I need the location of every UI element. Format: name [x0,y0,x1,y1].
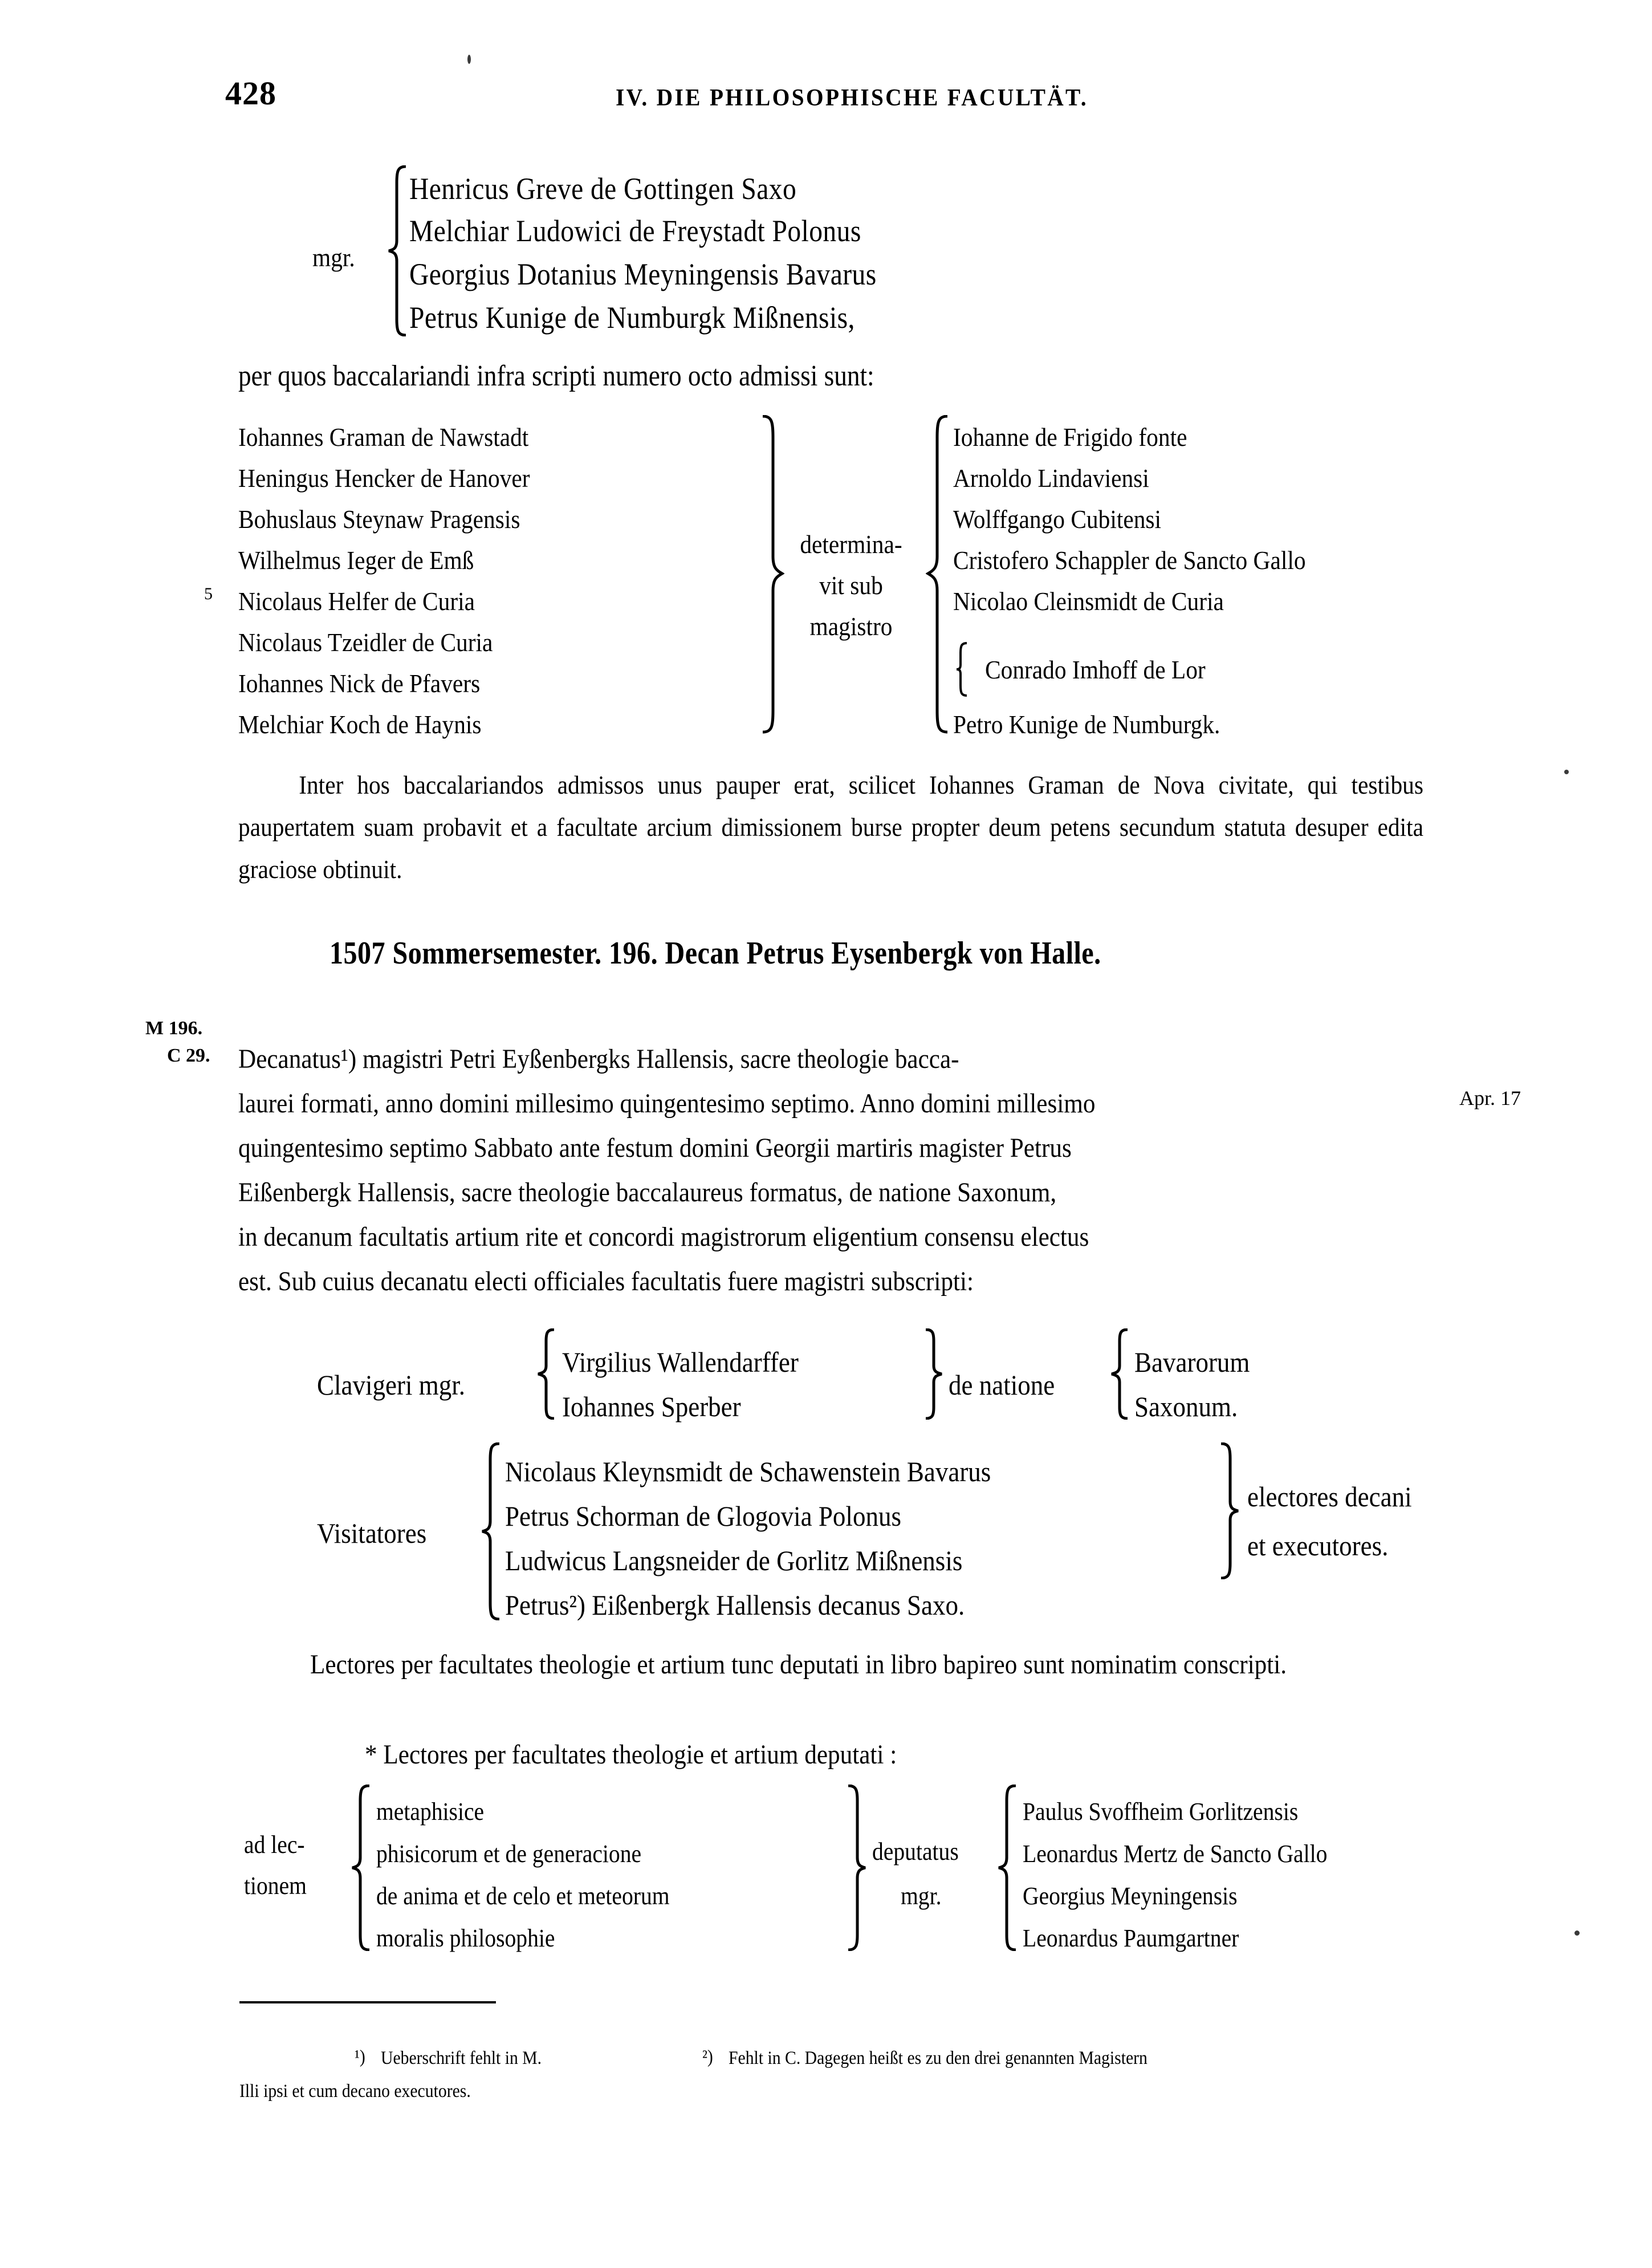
footnote-rule [239,2001,496,2003]
footnote-continuation: Illi ipsi et cum decano executores. [239,2081,471,2102]
clavigeri-nation-0: Bavarorum [1134,1346,1250,1378]
brace-natione [1109,1328,1131,1420]
visitatores-right-1: et executores. [1247,1530,1389,1562]
running-head: IV. DIE PHILOSOPHISCHE FACULTÄT. [616,85,1088,111]
visitatores-name-0: Nicolaus Kleynsmidt de Schawenstein Bavarus [505,1456,991,1487]
lectio-subject-3: moralis philosophie [376,1924,555,1952]
ad-lectionem-label-1: tionem [244,1872,307,1900]
bacc-right-2: Wolffgango Cubitensi [953,505,1162,534]
brace-lectors [996,1785,1019,1951]
determinavit-line-1: vit sub [819,571,883,600]
scan-speck [1574,1930,1580,1936]
clavigeri-label: Clavigeri mgr. [317,1369,465,1401]
margin-note-m: M 196. [145,1018,203,1039]
brace-lectiones [350,1785,373,1951]
mgr-name-2: Georgius Dotanius Meyningensis Bavarus [409,257,877,291]
determinavit-line-0: determina- [800,530,902,559]
paragraph-inter-hos: Inter hos baccalariandos admissos unus pauper erat, scilicet Iohannes Graman de Nova civitate, qui testibus paupertatem suam probavit et a facultate arcium dimissionem burse propter deum petens secundum statuta desuper edita graciose obtinuit. [238,770,1424,884]
section-heading: 1507 Sommersemester. 196. Decan Petrus Eysenbergk von Halle. [329,936,1101,971]
deputatus-label-0: deputatus [872,1838,959,1865]
bacc-right-3: Cristofero Schappler de Sancto Gallo [953,546,1306,575]
brace-mgr [386,165,409,336]
bacc-left-2: Bohuslaus Steynaw Pragensis [238,505,520,534]
bacc-left-0: Iohannes Graman de Nawstadt [238,422,529,452]
scan-speck [1564,770,1569,774]
visitatores-label: Visitatores [317,1517,427,1549]
clavigeri-connector: de natione [949,1369,1055,1401]
bacc-left-4: Nicolaus Helfer de Curia [238,587,475,616]
margin-note-date: Apr. 17 [1459,1087,1521,1109]
brace-visitatores [480,1442,503,1620]
visitatores-name-2: Ludwicus Langsneider de Gorlitz Mißnensis [505,1544,963,1576]
clavigeri-nation-1: Saxonum. [1134,1391,1238,1422]
brace-clavigeri [536,1328,558,1420]
lectores-heading: * Lectores per facultates theologie et artium deputati : [365,1739,897,1770]
brace-conrado-small [955,642,970,697]
decanatus-line-3: Eißenbergk Hallensis, sacre theologie baccalaureus formatus, de natione Saxonum, [238,1177,1057,1208]
visitatores-name-1: Petrus Schorman de Glogovia Polonus [505,1500,901,1532]
decanatus-line-5: est. Sub cuius decanatu electi officiales facultatis fuere magistri subscripti: [238,1266,974,1296]
decanatus-line-0: Decanatus¹) magistri Petri Eyßenbergks Hallensis, sacre theologie bacca- [238,1044,959,1074]
deputatus-label-1: mgr. [901,1882,942,1910]
mgr-name-1: Melchiar Ludowici de Freystadt Polonus [409,214,861,248]
bacc-right-last: Petro Kunige de Numburgk. [953,710,1220,739]
bacc-right-conrado: Conrado Imhoff de Lor [985,655,1206,684]
footnote-2-text: Fehlt in C. Dagegen heißt es zu den drei genannten Magistern [729,2048,1148,2068]
line-number-marker: 5 [204,584,213,603]
brace-deputatus [845,1785,868,1951]
visitatores-name-3: Petrus²) Eißenbergk Hallensis decanus Saxo. [505,1589,965,1621]
lectio-subject-2: de anima et de celo et meteorum [376,1882,670,1910]
bacc-left-7: Melchiar Koch de Haynis [238,710,482,739]
visitatores-right-0: electores decani [1247,1481,1412,1513]
decanatus-line-2: quingentesimo septimo Sabbato ante festum domini Georgii martiris magister Petrus [238,1133,1072,1163]
lector-3: Leonardus Paumgartner [1023,1924,1239,1952]
bacc-right-4: Nicolao Cleinsmidt de Curia [953,587,1224,616]
lector-1: Leonardus Mertz de Sancto Gallo [1023,1840,1328,1868]
lectio-subject-1: phisicorum et de generacione [376,1840,642,1868]
lectio-subject-0: metaphisice [376,1798,485,1826]
mgr-name-0: Henricus Greve de Gottingen Saxo [409,172,797,206]
brace-clavigeri-close [922,1328,944,1420]
page-number: 428 [225,75,276,112]
bacc-left-5: Nicolaus Tzeidler de Curia [238,628,493,657]
decanatus-line-1: laurei formati, anno domini millesimo quingentesimo septimo. Anno domini millesimo [238,1088,1096,1119]
bacc-right-0: Iohanne de Frigido fonte [953,422,1187,452]
footnote-2-marker: ²) [702,2047,713,2067]
clavigeri-name-1: Iohannes Sperber [562,1391,741,1422]
ad-lectionem-label-0: ad lec- [244,1831,305,1859]
footnote-1-marker: ¹) [355,2047,365,2067]
lead-in-line: per quos baccalariandi infra scripti numero octo admissi sunt: [238,360,874,392]
mgr-name-3: Petrus Kunige de Numburgk Mißnensis, [409,300,855,335]
determinavit-line-2: magistro [809,612,893,641]
bacc-left-1: Heningus Hencker de Hanover [238,464,530,493]
mgr-label: mgr. [312,243,355,272]
footnote-1-text: Ueberschrift fehlt in M. [381,2048,542,2068]
clavigeri-name-0: Virgilius Wallendarffer [562,1346,799,1378]
decanatus-line-4: in decanum facultatis artium rite et concordi magistrorum eligentium consensu electus [238,1222,1089,1252]
bacc-right-1: Arnoldo Lindaviensi [953,464,1149,493]
brace-determinavit-left [758,415,784,734]
brace-determinavit-right [926,415,952,734]
lector-0: Paulus Svoffheim Gorlitzensis [1023,1798,1299,1826]
margin-note-c: C 29. [167,1045,210,1066]
lector-2: Georgius Meyningensis [1023,1882,1238,1910]
brace-electores [1218,1442,1240,1579]
scan-speck [467,55,471,64]
bacc-left-3: Wilhelmus Ieger de Emß [238,546,474,575]
bacc-left-6: Iohannes Nick de Pfavers [238,669,481,698]
paragraph-lectores: Lectores per facultates theologie et artium tunc deputati in libro bapireo sunt nominatim conscripti. [310,1649,1287,1680]
